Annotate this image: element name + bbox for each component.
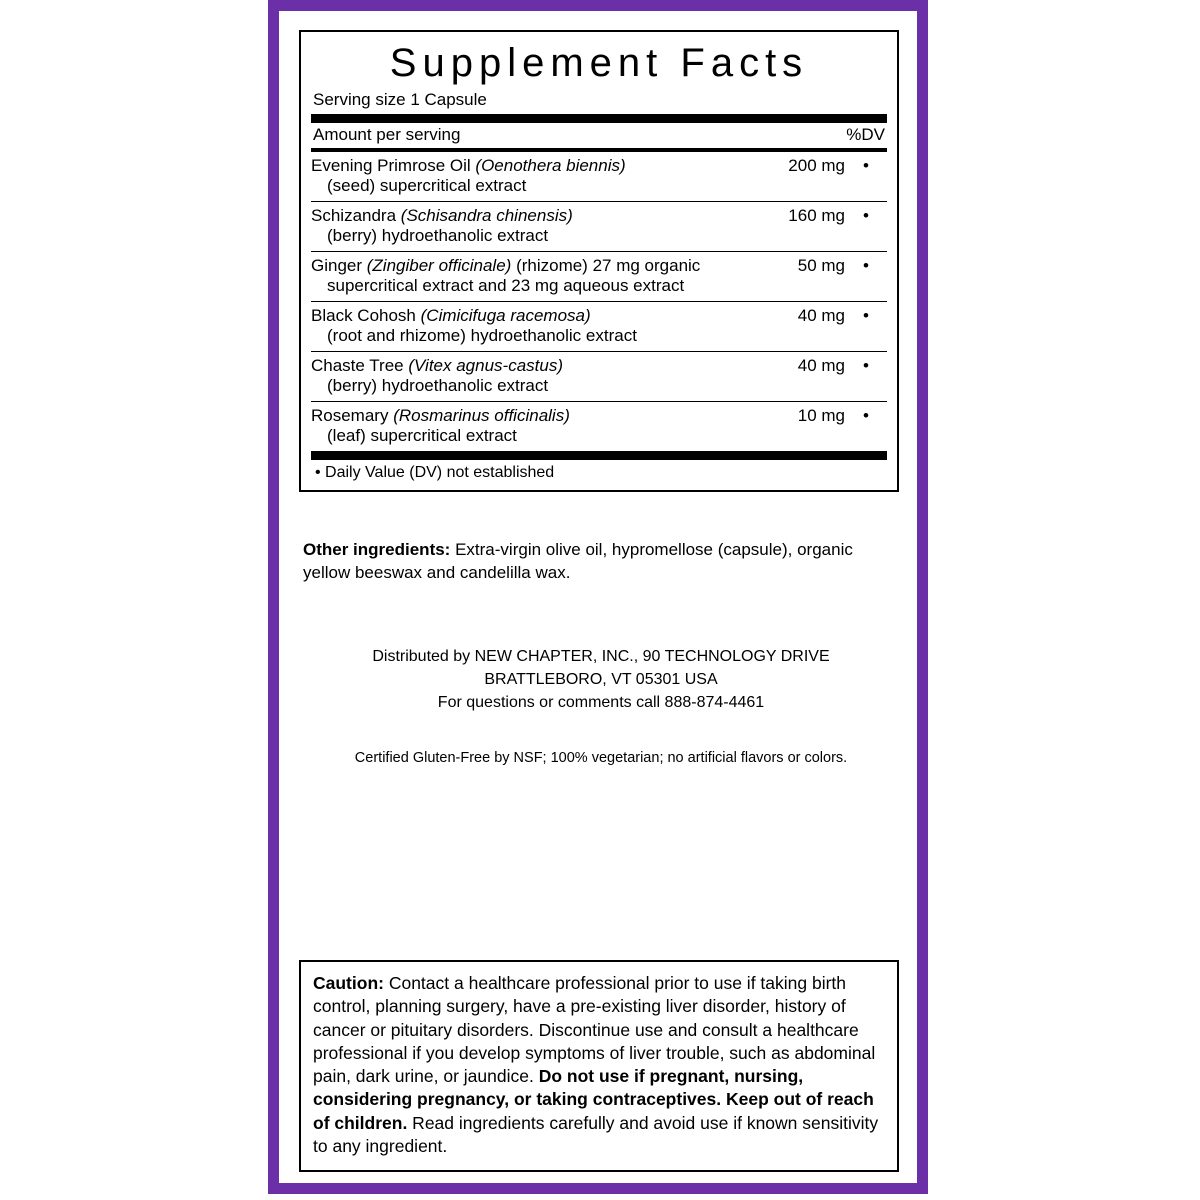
divider-thick-top [311, 114, 887, 123]
other-ingredients-text: Extra-virgin olive oil, hypromellose (capsule), organic yellow beeswax and candelilla wax. [303, 540, 853, 582]
ingredient-dv: • [845, 352, 887, 402]
supplement-facts-panel [299, 30, 899, 492]
page-title: Supplement Facts [389, 41, 809, 85]
ingredient-cell [311, 202, 735, 252]
ingredient-dv: • [863, 406, 869, 425]
ingredient-detail: (seed) supercritical extract [327, 176, 527, 195]
ingredient-name: Black Cohosh [311, 306, 416, 325]
ingredient-amount: 10 mg [797, 406, 845, 425]
ingredient-amount: 200 mg [735, 152, 845, 202]
caution-box [299, 960, 899, 1172]
ingredient-detail: (berry) hydroethanolic extract [327, 376, 549, 395]
ingredient-dv: • [845, 152, 887, 202]
ingredient-latin: (Cimicifuga racemosa) [420, 306, 591, 325]
ingredient-cell [311, 152, 735, 202]
caution-text-part-1: Contact a healthcare professional prior to use if taking birth control, planning surgery, have a pre-existing liver disorder, history of cancer or pituitary disorders. Discontinue use and consult a healthcare professional if you develop symptoms of liver trouble, such as abdominal pain, dark urine, or jaundice. [313, 973, 876, 1087]
ingredient-dv: • [845, 252, 887, 302]
certification-note: Certified Gluten-Free by NSF; 100% vegetarian; no artificial flavors or colors. [354, 750, 848, 766]
ingredient-amount: 50 mg [735, 252, 845, 302]
ingredient-latin: (Oenothera biennis) [475, 156, 626, 175]
divider-thick-bottom [311, 451, 887, 460]
ingredient-name: Evening Primrose Oil [311, 156, 471, 175]
ingredient-name: Rosemary [311, 406, 389, 425]
serving-size: Serving size 1 Capsule [313, 90, 487, 109]
ingredient-amount: 160 mg [735, 202, 845, 252]
other-ingredients [303, 539, 903, 585]
other-ingredients-label: Other ingredients: [303, 540, 451, 559]
label-content [289, 20, 907, 1180]
ingredient-name: Chaste Tree [311, 356, 404, 375]
contact-phone-line: For questions or comments call 888-874-4461 [437, 694, 765, 712]
ingredient-dv: • [845, 202, 887, 252]
ingredient-detail: (root and rhizome) hydroethanolic extract [327, 326, 637, 345]
ingredient-name: Ginger [311, 256, 363, 275]
table-row [311, 302, 887, 352]
ingredient-detail: (leaf) supercritical extract [327, 426, 517, 445]
daily-value-note: • Daily Value (DV) not established [315, 464, 555, 481]
table-row [311, 152, 887, 202]
ingredient-trailing: (rhizome) 27 mg organic [516, 256, 701, 275]
ingredient-cell [311, 252, 735, 302]
distributor-line-1: Distributed by NEW CHAPTER, INC., 90 TECHNOLOGY DRIVE [372, 648, 830, 665]
ingredient-latin: (Rosmarinus officinalis) [393, 406, 570, 425]
distributor-block [303, 645, 899, 715]
ingredient-name: Schizandra [311, 206, 397, 225]
ingredient-detail: (berry) hydroethanolic extract [327, 226, 549, 245]
table-row [311, 202, 887, 252]
daily-value-header: %DV [846, 125, 885, 144]
ingredient-dv: • [845, 302, 887, 352]
ingredients-table [311, 152, 887, 451]
caution-text-part-2: Read ingredients carefully and avoid use if known sensitivity to any ingredient. [313, 1112, 879, 1156]
ingredient-detail: supercritical extract and 23 mg aqueous extract [327, 276, 685, 295]
caution-label: Caution: [313, 973, 384, 993]
ingredient-cell [311, 352, 735, 402]
table-row [311, 352, 887, 402]
ingredient-latin: (Vitex agnus-castus) [408, 356, 563, 375]
ingredient-amount: 40 mg [735, 302, 845, 352]
table-row [311, 402, 887, 452]
table-row [311, 252, 887, 302]
ingredient-latin: (Zingiber officinale) [366, 256, 512, 275]
caution-text-bold: Do not use if pregnant, nursing, considering pregnancy, or taking contraceptives. Keep out of reach of children. [313, 1066, 874, 1133]
amount-per-serving-header: Amount per serving [313, 125, 461, 144]
ingredient-cell [311, 302, 735, 352]
ingredient-latin: (Schisandra chinensis) [400, 206, 573, 225]
table-header [311, 123, 887, 148]
ingredient-amount: 40 mg [735, 352, 845, 402]
ingredient-cell [311, 402, 735, 452]
distributor-line-2: BRATTLEBORO, VT 05301 USA [484, 671, 718, 689]
